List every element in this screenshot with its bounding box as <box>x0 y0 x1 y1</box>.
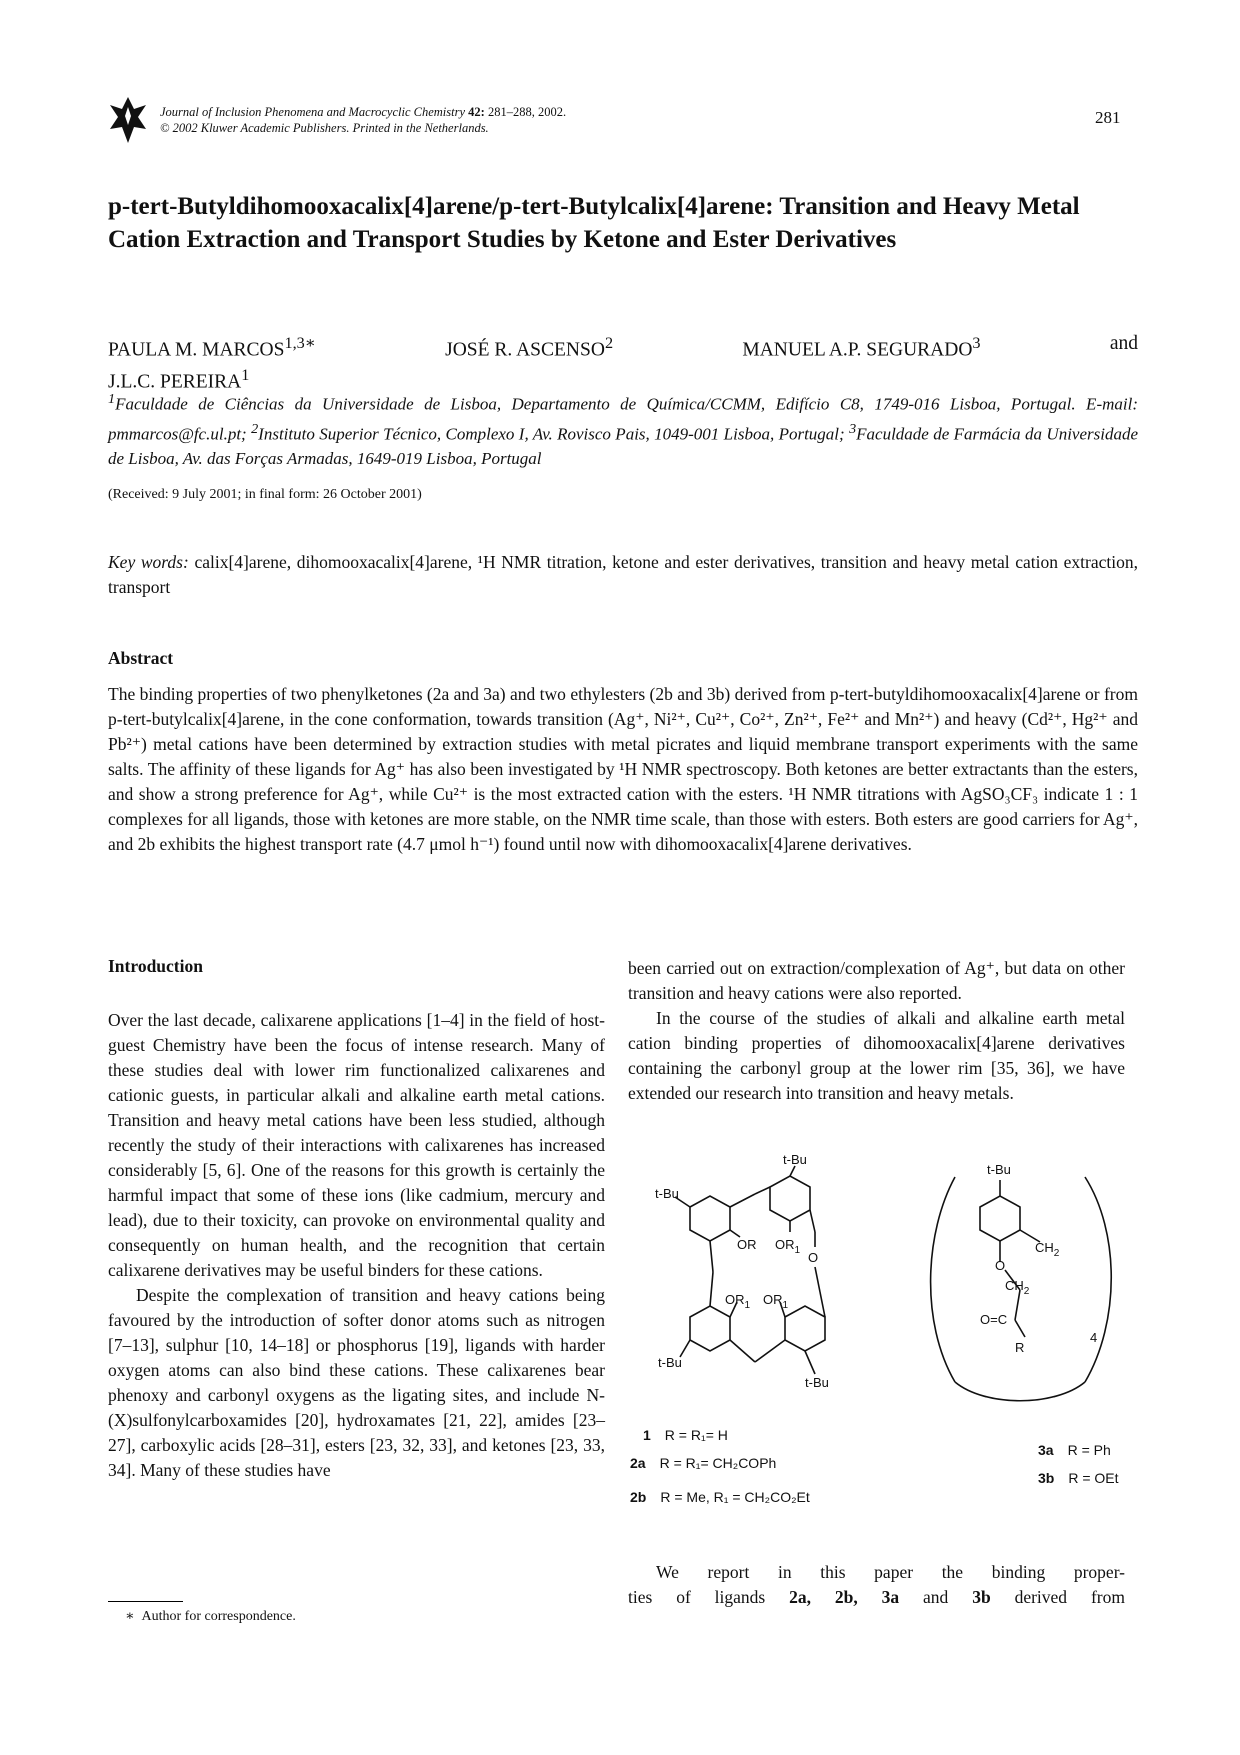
structure-drawing <box>655 1152 1135 1402</box>
journal-name: Journal of Inclusion Phenomena and Macrocyclic Chemistry <box>160 105 466 119</box>
compound-3b-label: 3b R = OEt <box>1038 1470 1119 1486</box>
page-number: 281 <box>1095 108 1121 127</box>
affiliations: $^1$Faculdade de Ciências da Universidade de Lisboa, Departamento de Química/CCMM, Edifício C8, 1749-016 Lisboa, Portugal. E-mail: pmmarcos@fc.ul.pt; $^2$Instituto Superior Técnico, Complexo I, Av. Rovisco Pais, 1049-001 Lisboa, Portugal; $^3$Faculdade de Farmácia da Universidade de Lisboa, Av. das Forças Armadas, 1649-019 Lisboa, Portugal <box>108 391 1139 469</box>
affiliation-1: Faculdade de Ciências da Universidade de Lisboa, Departamento de Química/CCMM, Edifício C8, 1749-016 Lisboa, Portugal. E-mail: pmmarcos@fc.ul.pt; <box>108 394 1138 444</box>
author-4: J.L.C. PEREIRA$^1$ <box>108 365 250 392</box>
compound-1-label: 1 R = R₁= H <box>643 1427 728 1443</box>
footnote-rule <box>108 1601 183 1602</box>
affiliation-3: Faculdade de Farmácia da Universidade de Lisboa, Av. das Forças Armadas, 1649-019 Lisboa, Portugal <box>108 424 1139 469</box>
paper-title: p-tert-Butyldihomooxacalix[4]arene/p-tert-Butylcalix[4]arene: Transition and Heavy Metal Cation Extraction and Transport Studies by Ketone and Ester Derivatives <box>108 193 1080 253</box>
or1-label-left: $OR_1$ <box>725 1292 751 1311</box>
journal-pages: 281–288, 2002. <box>487 105 567 119</box>
journal-header <box>160 104 566 136</box>
chemical-structures-figure <box>630 1152 1135 1522</box>
or-label: OR <box>737 1237 757 1252</box>
compound-3a-label: 3a R = Ph <box>1038 1442 1111 1458</box>
intro-paragraph-3: been carried out on extraction/complexation of Ag⁺, but data on other transition and heavy cations were also reported. <box>628 958 1125 1003</box>
or1-label-top: $OR_1$ <box>775 1237 801 1256</box>
tbu-label-3: t-Bu <box>658 1355 682 1370</box>
author-3: MANUEL A.P. SEGURADO$^3$ <box>742 334 981 361</box>
ch2-label-1: $CH_2$ <box>1035 1240 1060 1259</box>
or1-label-right: $OR_1$ <box>763 1292 789 1311</box>
intro-paragraph-5: We report in this paper the binding proper- ties of ligands 2a, 2b, 3a and 3b derived from <box>628 1562 1125 1607</box>
keywords-label: Key words: <box>108 552 189 572</box>
carbonyl-label: O=C <box>980 1312 1008 1327</box>
compound-2a-label: 2a R = R₁= CH₂COPh <box>630 1455 777 1471</box>
footnote-mark: ∗ <box>125 1609 135 1624</box>
footnote-text: Author for correspondence. <box>141 1609 296 1624</box>
keywords <box>108 550 1138 600</box>
author-1: PAULA M. $MARCOS^{1,3∗}$ <box>108 334 316 361</box>
author-and: and <box>1109 333 1138 354</box>
ch2-label-2: $CH_2$ <box>1005 1278 1030 1297</box>
received-dates: (Received: 9 July 2001; in final form: 26 October 2001) <box>108 487 422 502</box>
keywords-text: calix[4]arene, dihomooxacalix[4]arene, ¹H NMR titration, ketone and ester derivatives, transition and heavy metal cation extraction, transport <box>108 552 1139 597</box>
author-list <box>108 331 1138 394</box>
publisher-logo <box>110 97 146 143</box>
tbu-label-4: t-Bu <box>805 1375 829 1390</box>
compound-2b-label: 2b R = Me, R₁ = CH₂CO₂Et <box>630 1489 810 1505</box>
tbu-label-1: t-Bu <box>655 1186 679 1201</box>
right-column <box>628 956 1125 1106</box>
ether-oxygen-label: O <box>995 1258 1006 1273</box>
intro-paragraph-2: Despite the complexation of transition and heavy cations being favoured by the introduction of softer donor atoms such as nitrogen [7–13], sulphur [10, 14–18] or phosphorus [19], ligands with harder oxygen atoms can also bind these cations. These calixarenes bear phenoxy and carbonyl oxygens as the ligating sites, and include N-(X)sulfonylcarboxamides [20], hydroxamates [21, 22], amides [23–27], carboxylic acids [28–31], esters [23, 32, 33], and ketones [23, 33, 34]. Many of these studies have <box>108 1285 605 1480</box>
abstract-heading: Abstract <box>108 648 174 668</box>
bridge-oxygen-label: O <box>808 1250 819 1265</box>
intro-paragraph-1: Over the last decade, calixarene applications [1–4] in the field of host-guest Chemistry have been the focus of intense research. Many of these studies deal with lower rim functionalized calixarenes and cationic guests, in particular alkali and alkaline earth metal cations. Transition and heavy metal cations have been less studied, although recently the study of their interactions with calixarenes has increased considerably [5, 6]. One of the reasons for this growth is certainly the harmful impact that some of these ions (like cadmium, mercury and lead), due to their toxicity, can provoke on environmental quality and consequently on human health, and the recognition that certain calixarene derivatives may be useful binders for these cations. <box>108 1010 605 1280</box>
repeat-4-label: 4 <box>1090 1330 1098 1345</box>
tbu-label-2: t-Bu <box>783 1152 807 1167</box>
tbu-label-5: t-Bu <box>987 1162 1011 1177</box>
footnote <box>125 1608 296 1625</box>
author-2: JOSÉ R. ASCENSO$^2$ <box>445 334 614 361</box>
introduction-heading: Introduction <box>108 956 203 976</box>
intro-paragraph-4: In the course of the studies of alkali and alkaline earth metal cation binding properties of dihomooxacalix[4]arene derivatives containing the carbonyl group at the lower rim [35, 36], we have extended our research into transition and heavy metals. <box>628 1008 1125 1103</box>
left-column <box>108 1008 605 1483</box>
journal-volume: 42: <box>468 105 485 119</box>
abstract-text: The binding properties of two phenylketones (2a and 3a) and two ethylesters (2b and 3b) derived from p-tert-butyldihomooxacalix[4]arene or from p-tert-butylcalix[4]arene, in the cone conformation, towards transition (Ag⁺, Ni²⁺, Cu²⁺, Co²⁺, Zn²⁺, Fe²⁺ and Mn²⁺) and heavy (Cd²⁺, Hg²⁺ and Pb²⁺) metal cations have been determined by extraction studies with metal picrates and liquid membrane transport experiments with the same salts. The affinity of these ligands for Ag⁺ has also been investigated by ¹H NMR spectroscopy. Both ketones are better extractants than the esters, and show a strong preference for Ag⁺, while Cu²⁺ is the most extracted cation with the esters. ¹H NMR titrations with AgSO₃CF₃ indicate 1 : 1 complexes for all ligands, those with ketones are more stable, on the NMR time scale, than those with esters. Both esters are good carriers for Ag⁺, and 2b exhibits the highest transport rate (4.7 μmol h⁻¹) found until now with dihomooxacalix[4]arene derivatives. <box>108 684 1138 854</box>
r-label: R <box>1015 1340 1025 1355</box>
affiliation-2: Instituto Superior Técnico, Complexo I, Av. Rovisco Pais, 1049-001 Lisboa, Portugal; <box>258 424 845 444</box>
copyright-line: © 2002 Kluwer Academic Publishers. Printed in the Netherlands. <box>160 121 489 135</box>
